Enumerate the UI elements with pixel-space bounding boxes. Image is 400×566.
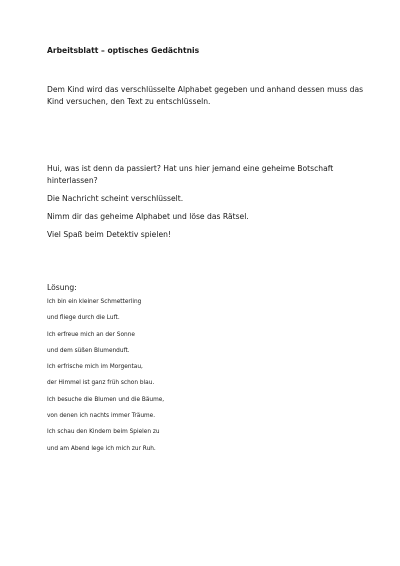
instructions-paragraph [47, 84, 367, 108]
poem-line: und dem süßen Blumenduft. [47, 347, 130, 354]
solution-heading: Lösung: [47, 283, 77, 292]
poem-line: Ich erfrische mich im Morgentau, [47, 364, 143, 371]
poem-line: und fliege durch die Luft. [47, 315, 120, 322]
poem-line: Ich besuche die Blumen und die Bäume, [47, 396, 165, 403]
story-line: Die Nachricht scheint verschlüsselt. [47, 194, 184, 203]
story-section [47, 163, 377, 247]
story-line: Nimm dir das geheime Alphabet und löse das Rätsel. [47, 212, 249, 221]
worksheet-title: Arbeitsblatt – optisches Gedächtnis [47, 46, 200, 55]
poem-line: von denen ich nachts immer Träume. [47, 413, 156, 420]
poem-line: Ich erfreue mich an der Sonne [47, 331, 135, 338]
poem-line: Ich bin ein kleiner Schmetterling [47, 299, 142, 305]
poem-line: und am Abend lege ich mich zur Ruh. [47, 445, 156, 452]
instructions-text: Dem Kind wird das verschlüsselte Alphabet gegeben und anhand dessen muss das Kind versuchen, den Text zu entschlüsseln. [47, 85, 364, 106]
story-line: Viel Spaß beim Detektiv spielen! [47, 230, 171, 239]
story-line: Hui, was ist denn da passiert? Hat uns hier jemand eine geheime Botschaft hinterlassen? [47, 164, 334, 185]
poem-line: der Himmel ist ganz früh schon blau. [47, 380, 155, 387]
poem-line: Ich schau den Kindern beim Spielen zu [47, 429, 160, 436]
solution-poem [47, 298, 164, 461]
